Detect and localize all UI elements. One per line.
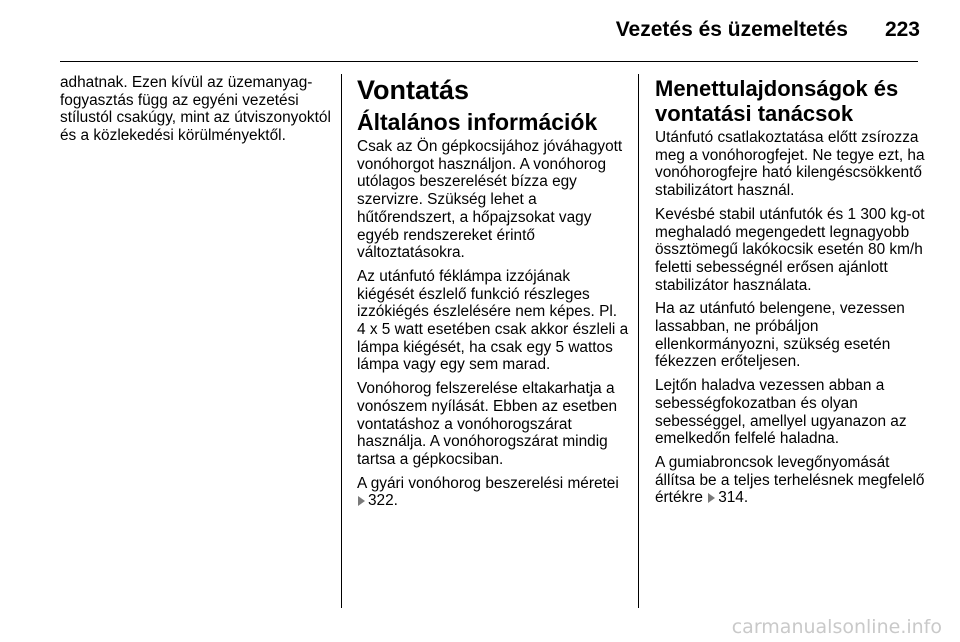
section-title: Menettulajdonságok és vontatási tanácsok — [655, 76, 899, 126]
paragraph: Lejtőn haladva vezessen abban a sebességfokozatban és olyan sebességgel, amellyel ugyanazon az emelkedőn felfelé haladna. — [655, 377, 907, 448]
header-divider — [60, 61, 918, 62]
column-right — [655, 74, 927, 513]
paragraph: Az utánfutó féklámpa izzójának kiégését észlelő funkció részleges izzókiégés észlelésére nem képes. Pl. 4 x 5 watt esetében csak akkor észleli a lámpa kiégését, ha csak egy 5 wattos lámpa vagy egy sem marad. — [357, 267, 629, 374]
page-reference-link[interactable]: 314. — [718, 489, 749, 507]
page-header — [0, 0, 960, 60]
column-middle — [357, 74, 629, 516]
paragraph — [655, 454, 927, 507]
page-reference-link[interactable]: 322. — [368, 492, 398, 510]
page-header-title: Vezetés és üzemeltetés — [615, 18, 848, 41]
section-title: Vontatás — [357, 75, 470, 105]
column-left — [60, 74, 332, 151]
subsection-title: Általános információk — [357, 109, 598, 135]
paragraph — [357, 475, 629, 510]
watermark: carmanualsonline.info — [731, 616, 942, 638]
column-divider-right — [638, 74, 639, 608]
paragraph: Csak az Ön gépkocsijához jóváhagyott vonóhorgot használjon. A vonóhorog utólagos beszerelését bízza egy szervizre. Szükség lehet a hűtőrendszert, a hőpajzsokat vagy egyéb rendszereket érintő változtatásokra. — [357, 138, 623, 262]
paragraph: Kevésbé stabil utánfutók és 1 300 kg-ot meghaladó megengedett legnagyobb össztömegű lakókocsik esetén 80 km/h feletti sebességnél erősen ajánlott stabilizátor használata. — [655, 205, 925, 294]
paragraph-text: A gyári vonóhorog beszerelési méretei — [357, 474, 619, 492]
page-reference-arrow-icon — [708, 493, 715, 503]
paragraph: Vonóhorog felszerelése eltakarhatja a vonószem nyílását. Ebben az esetben vontatáshoz a vonóhorogszárat használja. A vonóhorogszárat mindig tartsa a gépkocsiban. — [357, 380, 618, 468]
paragraph: adhatnak. Ezen kívül az üzemanyag-fogyasztás függ az egyéni vezetési stílustól csakúgy, mint az útviszonyoktól és a közlekedési körülményektől. — [60, 74, 331, 145]
paragraph: Utánfutó csatlakoztatása előtt zsírozza meg a vonóhorogfejet. Ne tegye ezt, ha vonóhorogfejre ható kilengéscsökkentő stabilizátort használ. — [655, 129, 925, 200]
paragraph: Ha az utánfutó belengene, vezessen lassabban, ne próbáljon ellenkormányozni, szükség esetén fékezzen erőteljesen. — [655, 300, 905, 371]
page-number: 223 — [884, 18, 920, 41]
column-divider-left — [341, 74, 342, 608]
page-reference-arrow-icon — [358, 496, 365, 506]
paragraph-text: A gumiabroncsok levegőnyomását állítsa be a teljes terhelésnek megfelelő értékre — [655, 453, 925, 507]
